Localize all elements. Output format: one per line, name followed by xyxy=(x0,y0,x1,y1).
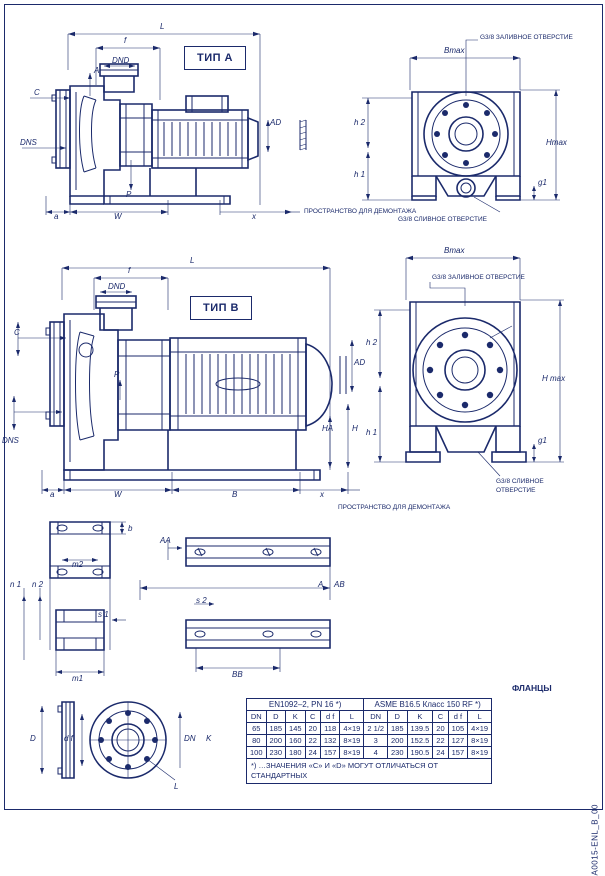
dim-f-b: f xyxy=(128,266,131,275)
table-group-header-row xyxy=(247,699,492,711)
cell: 4×19 xyxy=(340,723,364,735)
table-row xyxy=(247,723,492,735)
col-d-right: D xyxy=(388,711,408,723)
cell: 132 xyxy=(320,735,340,747)
dim-A-a: A xyxy=(94,66,100,75)
cell: 100 xyxy=(247,747,267,759)
cell: 80 xyxy=(247,735,267,747)
dim-C-b: C xyxy=(14,328,20,337)
table-row xyxy=(247,735,492,747)
cell: 20 xyxy=(433,723,448,735)
dim-Bmax-a: Bmax xyxy=(444,46,465,55)
dim-n1-base: n 1 xyxy=(10,580,22,589)
dim-W-a: W xyxy=(114,212,122,221)
cell: 200 xyxy=(266,735,286,747)
cell: 200 xyxy=(388,735,408,747)
cell: 230 xyxy=(266,747,286,759)
dim-P-a: P xyxy=(126,190,132,199)
dim-AB-base: AB xyxy=(334,580,345,589)
cell: 127 xyxy=(448,735,468,747)
cell: 185 xyxy=(388,723,408,735)
cell: 139.5 xyxy=(407,723,433,735)
table-column-header-row xyxy=(247,711,492,723)
dim-W-b: W xyxy=(114,490,122,499)
dim-f-a: f xyxy=(124,36,127,45)
col-df-right: d f xyxy=(448,711,468,723)
dim-h1-b: h 1 xyxy=(366,428,378,437)
dim-L-flange: L xyxy=(174,782,179,791)
cell: 4×19 xyxy=(468,723,492,735)
dim-DNS-b: DNS xyxy=(2,436,19,445)
cell: 22 xyxy=(305,735,320,747)
dim-AD-a: AD xyxy=(270,118,282,127)
cell: 3 xyxy=(364,735,388,747)
flange-table-title: ФЛАНЦЫ xyxy=(512,683,552,693)
dim-K-flange: K xyxy=(206,734,212,743)
dim-df-flange: d f xyxy=(64,734,73,743)
dim-A-base: A xyxy=(318,580,324,589)
note-drain-port-b-line2: ОТВЕРСТИЕ xyxy=(496,487,536,494)
col-d-left: D xyxy=(266,711,286,723)
dim-H-b: H xyxy=(352,424,358,433)
dim-a-a: a xyxy=(54,212,59,221)
dim-Hmax-a: Hmax xyxy=(546,138,567,147)
dim-Bmax-b: Bmax xyxy=(444,246,465,255)
type-b-label: ТИП B xyxy=(202,302,240,314)
dim-D-flange: D xyxy=(30,734,36,743)
group-header-asme: ASME B16.5 Класс 150 RF *) xyxy=(364,699,492,711)
cell: 185 xyxy=(266,723,286,735)
note-drain-port-b-line1: G3/8 СЛИВНОЕ xyxy=(496,478,544,485)
dim-g1-b: g1 xyxy=(538,436,547,445)
col-df-left: d f xyxy=(320,711,340,723)
footnote-line-2: СТАНДАРТНЫХ xyxy=(251,771,308,780)
dim-m2-base: m2 xyxy=(72,560,84,569)
dim-b-base: b xyxy=(128,524,133,533)
drawing-code: A0015-ENL_B_00 xyxy=(590,804,599,876)
cell: 24 xyxy=(433,747,448,759)
cell: 65 xyxy=(247,723,267,735)
dim-L-a: L xyxy=(160,22,165,31)
col-l-right: L xyxy=(468,711,492,723)
note-fill-port-a: G3/8 ЗАЛИВНОЕ ОТВЕРСТИЕ xyxy=(480,34,573,41)
col-k-right: K xyxy=(407,711,433,723)
note-drain-port-a: G3/8 СЛИВНОЕ ОТВЕРСТИЕ xyxy=(398,216,487,223)
col-l-left: L xyxy=(340,711,364,723)
note-fill-port-b: G3/8 ЗАЛИВНОЕ ОТВЕРСТИЕ xyxy=(432,274,525,281)
dim-n2-base: n 2 xyxy=(32,580,44,589)
col-c-right: C xyxy=(433,711,448,723)
flange-table xyxy=(246,698,492,784)
table-footnote-row xyxy=(247,759,492,784)
dim-P-b: P xyxy=(114,370,120,379)
group-header-en: EN1092–2, PN 16 *) xyxy=(247,699,364,711)
dim-m1-base: m1 xyxy=(72,674,84,683)
cell: 8×19 xyxy=(468,747,492,759)
type-a-label-box xyxy=(184,46,246,70)
dim-s1-base: s 1 xyxy=(98,610,109,619)
cell: 4 xyxy=(364,747,388,759)
cell: 180 xyxy=(286,747,306,759)
dim-s2-base: s 2 xyxy=(196,596,207,605)
cell: 157 xyxy=(448,747,468,759)
type-b-label-box xyxy=(190,296,252,320)
cell: 2 1/2 xyxy=(364,723,388,735)
dim-HA-b: HA xyxy=(322,424,334,433)
cell: 190.5 xyxy=(407,747,433,759)
dim-DN-flange: DN xyxy=(184,734,196,743)
dim-AD-b: AD xyxy=(354,358,366,367)
dim-a-b: a xyxy=(50,490,55,499)
cell: 8×19 xyxy=(340,747,364,759)
dim-h2-b: h 2 xyxy=(366,338,378,347)
cell: 105 xyxy=(448,723,468,735)
dim-x-a: x xyxy=(252,212,256,221)
dim-C-a: C xyxy=(34,88,40,97)
table-row xyxy=(247,747,492,759)
cell: 22 xyxy=(433,735,448,747)
cell: 230 xyxy=(388,747,408,759)
type-a-label: ТИП A xyxy=(196,52,234,64)
dim-h2-a: h 2 xyxy=(354,118,366,127)
cell: 118 xyxy=(320,723,340,735)
cell: 160 xyxy=(286,735,306,747)
cell: 20 xyxy=(305,723,320,735)
dim-L-b: L xyxy=(190,256,195,265)
col-c-left: C xyxy=(305,711,320,723)
col-dn-right: DN xyxy=(364,711,388,723)
dim-Hmax-b: H max xyxy=(542,374,566,383)
footnote-line-1: *) …ЗНАЧЕНИЯ «C» И «D» МОГУТ ОТЛИЧАТЬСЯ ОТ xyxy=(251,761,439,770)
dim-DND-a: DND xyxy=(112,56,130,65)
col-dn-left: DN xyxy=(247,711,267,723)
dim-DNS-a: DNS xyxy=(20,138,37,147)
note-dismount-a: ПРОСТРАНСТВО ДЛЯ ДЕМОНТАЖА xyxy=(304,208,417,215)
col-k-left: K xyxy=(286,711,306,723)
dim-BB-base: BB xyxy=(232,670,243,679)
cell: 8×19 xyxy=(468,735,492,747)
dim-B-b: B xyxy=(232,490,238,499)
dim-DND-b: DND xyxy=(108,282,126,291)
cell: 8×19 xyxy=(340,735,364,747)
cell: 24 xyxy=(305,747,320,759)
dim-AA-base: AA xyxy=(160,536,171,545)
dim-h1-a: h 1 xyxy=(354,170,366,179)
dim-x-b: x xyxy=(320,490,324,499)
cell: 157 xyxy=(320,747,340,759)
cell: 152.5 xyxy=(407,735,433,747)
cell: 145 xyxy=(286,723,306,735)
dim-g1-a: g1 xyxy=(538,178,547,187)
note-dismount-b: ПРОСТРАНСТВО ДЛЯ ДЕМОНТАЖА xyxy=(338,504,451,511)
